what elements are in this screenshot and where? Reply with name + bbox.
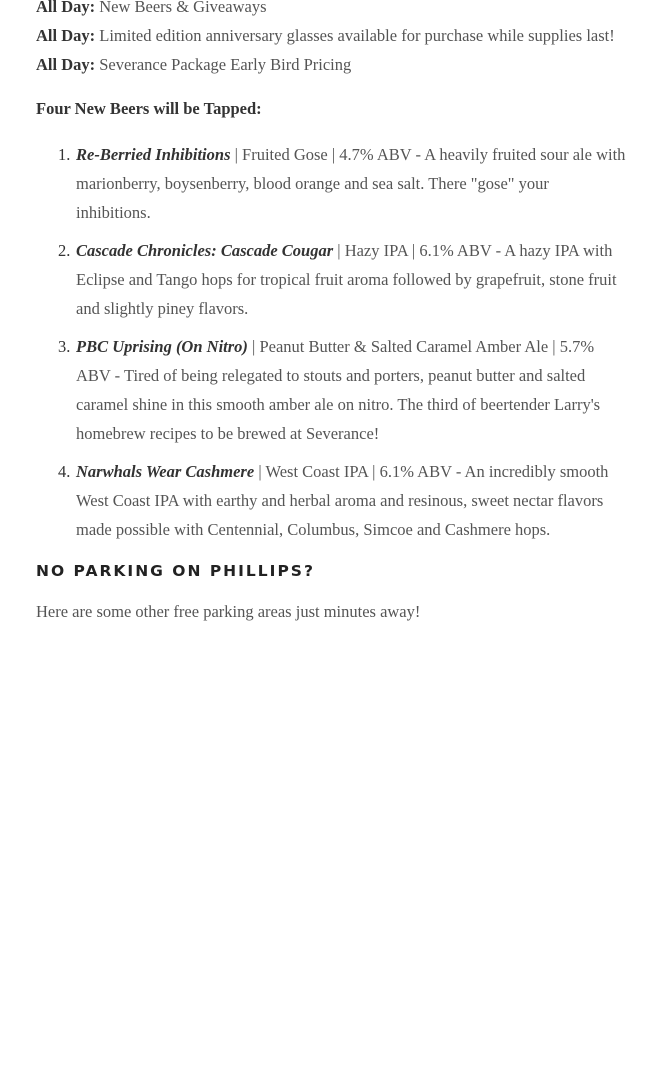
beer-item <box>58 457 626 544</box>
parking-text: Here are some other free parking areas just minutes away! <box>36 602 421 621</box>
list-number: 3. <box>58 337 71 356</box>
schedule-label: All Day: <box>36 0 96 16</box>
schedule-item-giveaways <box>36 0 626 21</box>
taps-heading: Four New Beers will be Tapped: <box>36 99 262 118</box>
parking-heading: NO PARKING ON PHILLIPS? <box>36 562 315 580</box>
beer-list <box>36 140 626 544</box>
schedule-item-severance-package <box>36 50 626 79</box>
beer-description: | Hazy IPA | 6.1% ABV - A hazy IPA with Eclipse and Tango hops for tropical fruit aroma followed by grapefruit, stone fruit and slightly piney flavors. <box>76 241 617 318</box>
beer-name: Cascade Chronicles: Cascade Cougar <box>76 241 334 260</box>
schedule-text: Limited edition anniversary glasses available for purchase while supplies last! <box>99 26 615 45</box>
beer-item <box>58 236 626 323</box>
article-content <box>36 0 626 626</box>
schedule-label: All Day: <box>36 55 96 74</box>
beer-description: | West Coast IPA | 6.1% ABV - An incredibly smooth West Coast IPA with earthy and herbal aroma and resinous, sweet nectar flavors made possible with Centennial, Columbus, Simcoe and Cashmere hops. <box>76 462 609 539</box>
schedule-text: New Beers & Giveaways <box>99 0 267 16</box>
beer-description: | Fruited Gose | 4.7% ABV - A heavily fruited sour ale with marionberry, boysenberry, blood orange and sea salt. There "gose" your inhibitions. <box>76 145 626 222</box>
beer-name: Re-Berried Inhibitions <box>76 145 231 164</box>
beer-name: PBC Uprising (On Nitro) <box>76 337 248 356</box>
list-number: 1. <box>58 145 71 164</box>
list-number: 2. <box>58 241 71 260</box>
list-number: 4. <box>58 462 71 481</box>
schedule-text: Severance Package Early Bird Pricing <box>99 55 352 74</box>
beer-item <box>58 332 626 448</box>
beer-item <box>58 140 626 227</box>
beer-name: Narwhals Wear Cashmere <box>76 462 255 481</box>
schedule-label: All Day: <box>36 26 96 45</box>
schedule-item-glasses <box>36 21 626 50</box>
beer-description: | Peanut Butter & Salted Caramel Amber Ale | 5.7% ABV - Tired of being relegated to stouts and porters, peanut butter and salted caramel shine in this smooth amber ale on nitro. The third of beertender Larry's homebrew recipes to be brewed at Severance! <box>76 337 601 443</box>
